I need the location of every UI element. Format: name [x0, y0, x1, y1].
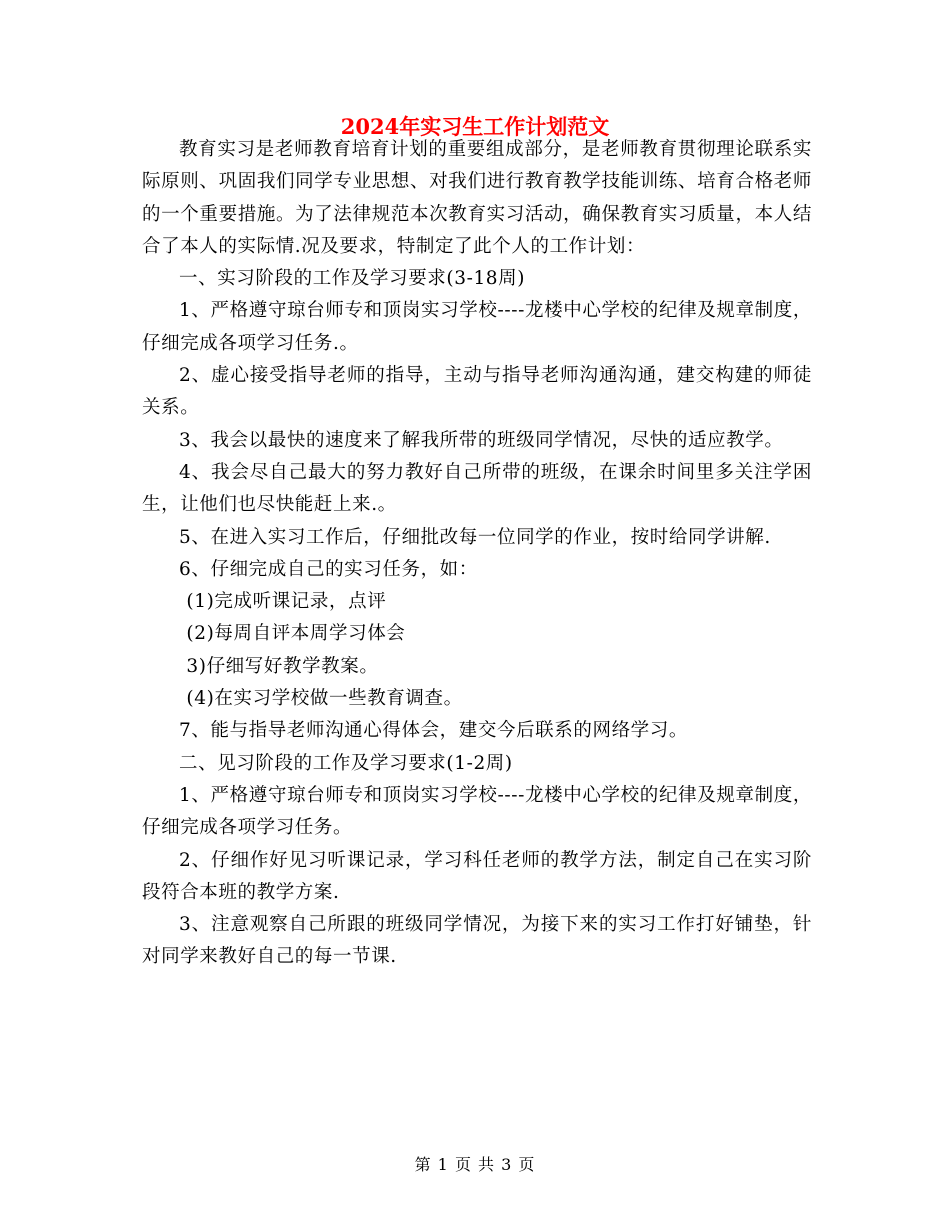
- section-heading-internship: 一、实习阶段的工作及学习要求(3-18周): [179, 268, 526, 290]
- document-body: [142, 134, 812, 974]
- paragraph-item: 5、在进入实习工作后，仔细批改每一位同学的作业，按时给同学讲解.: [179, 526, 771, 548]
- sub-item: 3)仔细写好教学教案。: [186, 655, 379, 677]
- paragraph-item: 3、注意观察自己所跟的班级同学情况，为接下来的实习工作打好铺垫，针对同学来教好自己的每一节课.: [142, 914, 812, 968]
- sub-item: (4)在实习学校做一些教育调查。: [186, 688, 463, 710]
- sub-item: (2)每周自评本周学习体会: [186, 623, 406, 645]
- paragraph-item: 6、仔细完成自己的实习任务，如：: [179, 558, 478, 580]
- paragraph-item: 1、严格遵守琼台师专和顶岗实习学校----龙楼中心学校的纪律及规章制度，仔细完成各项学习任务.。: [142, 300, 812, 354]
- section-heading-observation: 二、见习阶段的工作及学习要求(1-2周): [179, 752, 513, 774]
- document-title: 2024年实习生工作计划范文: [340, 114, 610, 139]
- paragraph-intro: 教育实习是老师教育培育计划的重要组成部分，是老师教育贯彻理论联系实际原则、巩固我们同学专业思想、对我们进行教育教学技能训练、培育合格老师的一个重要措施。为了法律规范本次教育实习活动，确保教育实习质量，本人结合了本人的实际情.况及要求，特制定了此个人的工作计划：: [142, 139, 812, 257]
- sub-item: (1)完成听课记录，点评: [186, 591, 387, 613]
- paragraph-item: 3、我会以最快的速度来了解我所带的班级同学情况，尽快的适应教学。: [179, 429, 784, 451]
- paragraph-item: 2、仔细作好见习听课记录，学习科任老师的教学方法，制定自己在实习阶段符合本班的教学方案.: [142, 849, 812, 903]
- paragraph-item: 2、虚心接受指导老师的指导，主动与指导老师沟通沟通，建交构建的师徒关系。: [142, 365, 812, 419]
- page-number: 第 1 页 共 3 页: [414, 1155, 536, 1174]
- paragraph-item: 4、我会尽自己最大的努力教好自己所带的班级，在课余时间里多关注学困生，让他们也尽快能赶上来.。: [142, 461, 812, 516]
- paragraph-item: 1、严格遵守琼台师专和顶岗实习学校----龙楼中心学校的纪律及规章制度，仔细完成各项学习任务。: [142, 784, 812, 839]
- paragraph-item: 7、能与指导老师沟通心得体会，建交今后联系的网络学习。: [179, 720, 688, 742]
